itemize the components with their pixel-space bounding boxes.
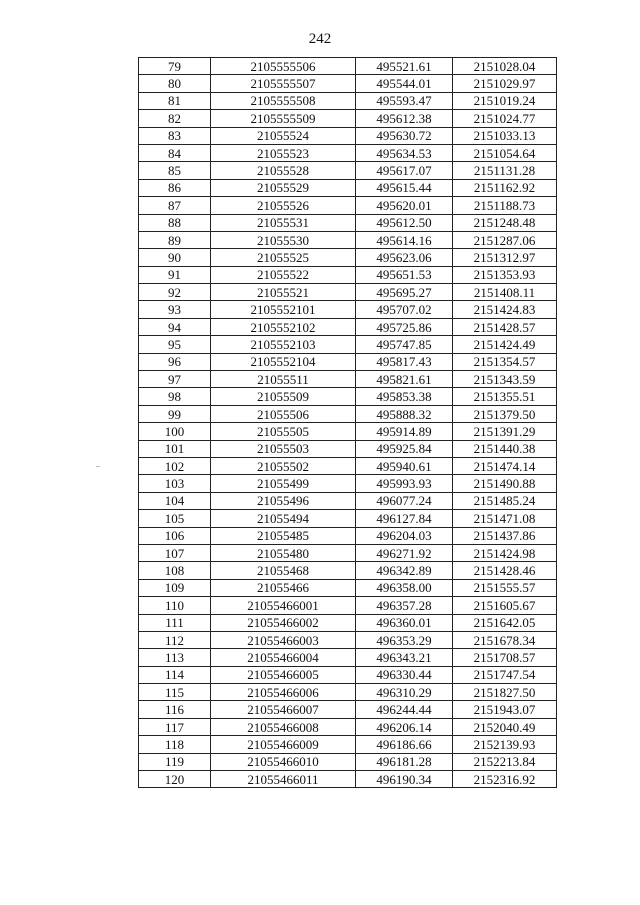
x-coordinate-cell: 495612.50 [356,214,453,231]
x-coordinate-cell: 496206.14 [356,718,453,735]
table-row [139,666,557,683]
row-number-cell: 97 [139,371,211,388]
point-id-cell: 2105552102 [211,318,356,335]
x-coordinate-cell: 495614.16 [356,231,453,248]
x-coordinate-cell: 495623.06 [356,249,453,266]
y-coordinate-cell: 2151287.06 [453,231,557,248]
point-id-cell: 2105552103 [211,336,356,353]
row-number-cell: 116 [139,701,211,718]
table-row [139,753,557,770]
point-id-cell: 21055528 [211,162,356,179]
row-number-cell: 111 [139,614,211,631]
y-coordinate-cell: 2151708.57 [453,649,557,666]
x-coordinate-cell: 496342.89 [356,562,453,579]
table-row [139,388,557,405]
x-coordinate-cell: 496127.84 [356,510,453,527]
table-body [139,58,557,788]
row-number-cell: 100 [139,423,211,440]
table-row [139,162,557,179]
table-row [139,371,557,388]
table-row [139,701,557,718]
y-coordinate-cell: 2151054.64 [453,144,557,161]
x-coordinate-cell: 496190.34 [356,771,453,788]
x-coordinate-cell: 496343.21 [356,649,453,666]
x-coordinate-cell: 495925.84 [356,440,453,457]
row-number-cell: 92 [139,284,211,301]
x-coordinate-cell: 495747.85 [356,336,453,353]
y-coordinate-cell: 2151188.73 [453,197,557,214]
y-coordinate-cell: 2151440.38 [453,440,557,457]
point-id-cell: 21055531 [211,214,356,231]
y-coordinate-cell: 2151162.92 [453,179,557,196]
table-row [139,597,557,614]
x-coordinate-cell: 495940.61 [356,457,453,474]
point-id-cell: 21055466007 [211,701,356,718]
y-coordinate-cell: 2152040.49 [453,718,557,735]
row-number-cell: 117 [139,718,211,735]
point-id-cell: 2105552104 [211,353,356,370]
x-coordinate-cell: 496244.44 [356,701,453,718]
row-number-cell: 80 [139,75,211,92]
table-row [139,336,557,353]
point-id-cell: 21055466006 [211,684,356,701]
row-number-cell: 95 [139,336,211,353]
row-number-cell: 89 [139,231,211,248]
table-row [139,544,557,561]
row-number-cell: 108 [139,562,211,579]
table-row [139,684,557,701]
x-coordinate-cell: 495853.38 [356,388,453,405]
x-coordinate-cell: 495651.53 [356,266,453,283]
table-row [139,440,557,457]
table-row [139,127,557,144]
table-row [139,353,557,370]
row-number-cell: 99 [139,405,211,422]
row-number-cell: 112 [139,631,211,648]
point-id-cell: 21055526 [211,197,356,214]
table-row [139,144,557,161]
y-coordinate-cell: 2151437.86 [453,527,557,544]
table-row [139,92,557,109]
y-coordinate-cell: 2152139.93 [453,736,557,753]
row-number-cell: 110 [139,597,211,614]
point-id-cell: 21055505 [211,423,356,440]
point-id-cell: 21055466 [211,579,356,596]
point-id-cell: 21055466011 [211,771,356,788]
point-id-cell: 21055530 [211,231,356,248]
x-coordinate-cell: 495615.44 [356,179,453,196]
x-coordinate-cell: 495993.93 [356,475,453,492]
y-coordinate-cell: 2151024.77 [453,110,557,127]
row-number-cell: 120 [139,771,211,788]
table-row [139,475,557,492]
x-coordinate-cell: 495521.61 [356,58,453,75]
point-id-cell: 21055466009 [211,736,356,753]
point-id-cell: 21055466003 [211,631,356,648]
row-number-cell: 96 [139,353,211,370]
y-coordinate-cell: 2151248.48 [453,214,557,231]
row-number-cell: 93 [139,301,211,318]
point-id-cell: 21055521 [211,284,356,301]
point-id-cell: 2105555506 [211,58,356,75]
y-coordinate-cell: 2151312.97 [453,249,557,266]
table-row [139,58,557,75]
y-coordinate-cell: 2151028.04 [453,58,557,75]
x-coordinate-cell: 496077.24 [356,492,453,509]
row-number-cell: 88 [139,214,211,231]
table-row [139,249,557,266]
table-row [139,718,557,735]
y-coordinate-cell: 2151474.14 [453,457,557,474]
row-number-cell: 81 [139,92,211,109]
table-row [139,510,557,527]
x-coordinate-cell: 495914.89 [356,423,453,440]
y-coordinate-cell: 2151424.49 [453,336,557,353]
table-row [139,771,557,788]
x-coordinate-cell: 496181.28 [356,753,453,770]
point-id-cell: 21055466005 [211,666,356,683]
point-id-cell: 2105555507 [211,75,356,92]
x-coordinate-cell: 496204.03 [356,527,453,544]
point-id-cell: 21055466004 [211,649,356,666]
row-number-cell: 79 [139,58,211,75]
y-coordinate-cell: 2151428.57 [453,318,557,335]
x-coordinate-cell: 495821.61 [356,371,453,388]
y-coordinate-cell: 2151678.34 [453,631,557,648]
y-coordinate-cell: 2151428.46 [453,562,557,579]
y-coordinate-cell: 2151605.67 [453,597,557,614]
x-coordinate-cell: 495888.32 [356,405,453,422]
x-coordinate-cell: 495695.27 [356,284,453,301]
x-coordinate-cell: 496310.29 [356,684,453,701]
row-number-cell: 115 [139,684,211,701]
y-coordinate-cell: 2151747.54 [453,666,557,683]
row-number-cell: 90 [139,249,211,266]
row-number-cell: 119 [139,753,211,770]
table-row [139,631,557,648]
point-id-cell: 21055524 [211,127,356,144]
table-row [139,284,557,301]
y-coordinate-cell: 2151943.07 [453,701,557,718]
point-id-cell: 21055529 [211,179,356,196]
y-coordinate-cell: 2152316.92 [453,771,557,788]
x-coordinate-cell: 496360.01 [356,614,453,631]
table-row [139,214,557,231]
row-number-cell: 107 [139,544,211,561]
point-id-cell: 21055522 [211,266,356,283]
page-number: 242 [308,31,332,47]
point-id-cell: 21055509 [211,388,356,405]
point-id-cell: 21055502 [211,457,356,474]
row-number-cell: 103 [139,475,211,492]
table-row [139,266,557,283]
x-coordinate-cell: 496358.00 [356,579,453,596]
table-row [139,527,557,544]
y-coordinate-cell: 2151391.29 [453,423,557,440]
point-id-cell: 21055506 [211,405,356,422]
y-coordinate-cell: 2151424.98 [453,544,557,561]
x-coordinate-cell: 495612.38 [356,110,453,127]
point-id-cell: 21055525 [211,249,356,266]
point-id-cell: 2105552101 [211,301,356,318]
point-id-cell: 2105555509 [211,110,356,127]
point-id-cell: 21055468 [211,562,356,579]
row-number-cell: 83 [139,127,211,144]
x-coordinate-cell: 496186.66 [356,736,453,753]
point-id-cell: 21055466010 [211,753,356,770]
point-id-cell: 2105555508 [211,92,356,109]
y-coordinate-cell: 2151019.24 [453,92,557,109]
table-row [139,423,557,440]
row-number-cell: 113 [139,649,211,666]
x-coordinate-cell: 495725.86 [356,318,453,335]
y-coordinate-cell: 2151033.13 [453,127,557,144]
table-row [139,579,557,596]
table-row [139,110,557,127]
y-coordinate-cell: 2151131.28 [453,162,557,179]
table-row [139,301,557,318]
y-coordinate-cell: 2151343.59 [453,371,557,388]
y-coordinate-cell: 2151029.97 [453,75,557,92]
point-id-cell: 21055480 [211,544,356,561]
row-number-cell: 114 [139,666,211,683]
table-row [139,318,557,335]
scan-mark [96,466,100,467]
point-id-cell: 21055466001 [211,597,356,614]
row-number-cell: 102 [139,457,211,474]
row-number-cell: 104 [139,492,211,509]
y-coordinate-cell: 2151355.51 [453,388,557,405]
x-coordinate-cell: 495593.47 [356,92,453,109]
x-coordinate-cell: 495634.53 [356,144,453,161]
y-coordinate-cell: 2151424.83 [453,301,557,318]
table-row [139,197,557,214]
point-id-cell: 21055511 [211,371,356,388]
table-row [139,649,557,666]
point-id-cell: 21055466008 [211,718,356,735]
y-coordinate-cell: 2151354.57 [453,353,557,370]
row-number-cell: 101 [139,440,211,457]
point-id-cell: 21055466002 [211,614,356,631]
point-id-cell: 21055494 [211,510,356,527]
table-row [139,562,557,579]
x-coordinate-cell: 495544.01 [356,75,453,92]
x-coordinate-cell: 495617.07 [356,162,453,179]
y-coordinate-cell: 2151379.50 [453,405,557,422]
table-row [139,231,557,248]
x-coordinate-cell: 496330.44 [356,666,453,683]
x-coordinate-cell: 495630.72 [356,127,453,144]
table-row [139,457,557,474]
row-number-cell: 82 [139,110,211,127]
point-id-cell: 21055499 [211,475,356,492]
y-coordinate-cell: 2151490.88 [453,475,557,492]
y-coordinate-cell: 2151555.57 [453,579,557,596]
row-number-cell: 118 [139,736,211,753]
point-id-cell: 21055523 [211,144,356,161]
table-row [139,179,557,196]
row-number-cell: 91 [139,266,211,283]
x-coordinate-cell: 496271.92 [356,544,453,561]
row-number-cell: 98 [139,388,211,405]
row-number-cell: 87 [139,197,211,214]
row-number-cell: 105 [139,510,211,527]
y-coordinate-cell: 2151471.08 [453,510,557,527]
row-number-cell: 85 [139,162,211,179]
x-coordinate-cell: 495707.02 [356,301,453,318]
table-row [139,405,557,422]
table-row [139,75,557,92]
x-coordinate-cell: 495620.01 [356,197,453,214]
table-row [139,614,557,631]
x-coordinate-cell: 495817.43 [356,353,453,370]
row-number-cell: 94 [139,318,211,335]
row-number-cell: 109 [139,579,211,596]
x-coordinate-cell: 496353.29 [356,631,453,648]
y-coordinate-cell: 2151353.93 [453,266,557,283]
row-number-cell: 106 [139,527,211,544]
row-number-cell: 84 [139,144,211,161]
row-number-cell: 86 [139,179,211,196]
coordinates-table [138,57,557,788]
x-coordinate-cell: 496357.28 [356,597,453,614]
table-row [139,736,557,753]
point-id-cell: 21055485 [211,527,356,544]
y-coordinate-cell: 2151642.05 [453,614,557,631]
y-coordinate-cell: 2151408.11 [453,284,557,301]
point-id-cell: 21055496 [211,492,356,509]
y-coordinate-cell: 2152213.84 [453,753,557,770]
y-coordinate-cell: 2151827.50 [453,684,557,701]
point-id-cell: 21055503 [211,440,356,457]
y-coordinate-cell: 2151485.24 [453,492,557,509]
table-row [139,492,557,509]
